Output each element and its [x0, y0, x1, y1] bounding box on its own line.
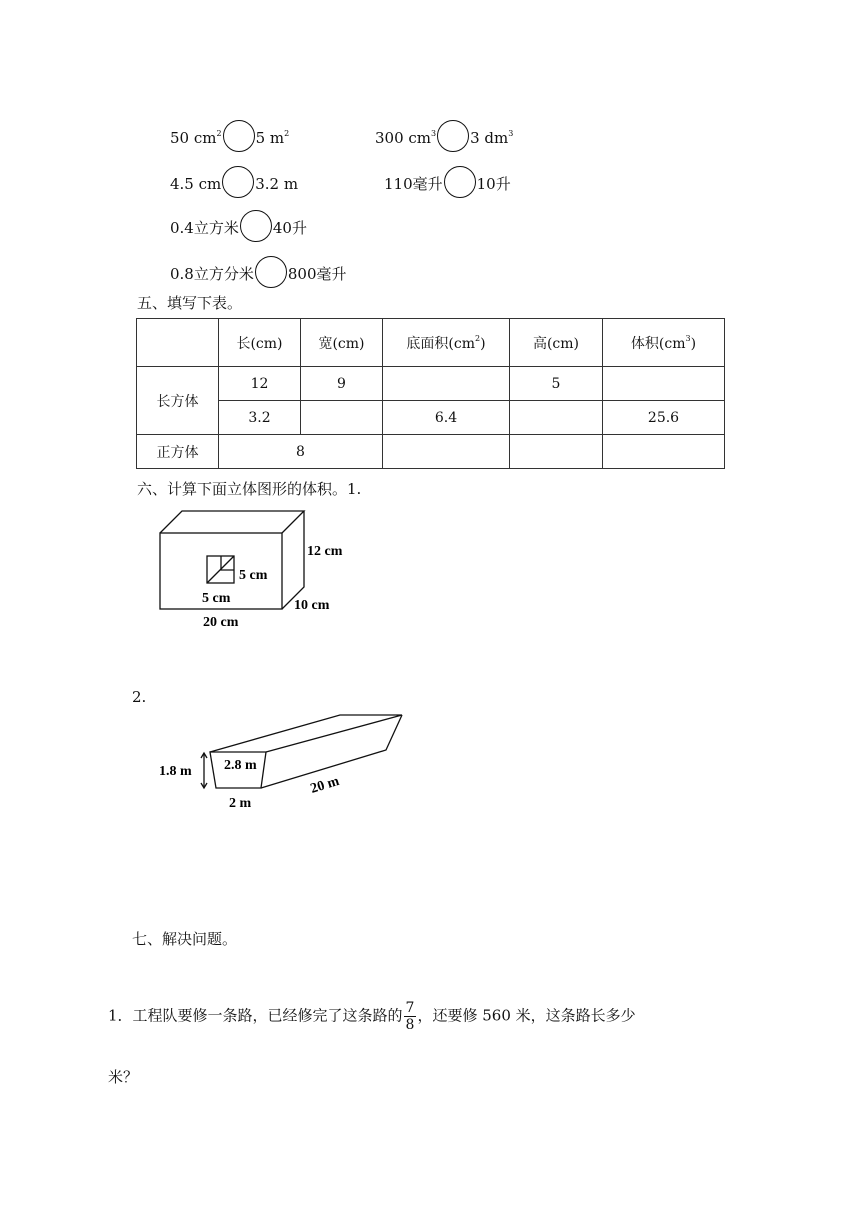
section6-title: 六、计算下面立体图形的体积。1.: [137, 480, 362, 498]
compare-left: 0.4立方米: [170, 219, 239, 237]
compare-row-1a: [170, 120, 289, 152]
cuboid-top-face: [160, 511, 304, 533]
compare-circle[interactable]: [444, 166, 476, 198]
compare-left: 50 cm: [170, 129, 217, 147]
label-top: 2.8 m: [224, 758, 257, 773]
compare-circle[interactable]: [223, 120, 255, 152]
unit-sup: 2: [284, 129, 290, 138]
table-cell-blank[interactable]: [301, 401, 383, 435]
label-length: 20 cm: [203, 615, 239, 630]
table-cell-blank[interactable]: [510, 435, 603, 469]
table-header: 宽(cm): [301, 319, 383, 367]
item2-label: 2.: [132, 688, 147, 706]
compare-left: 4.5 cm: [170, 175, 222, 193]
compare-row-1b: [375, 120, 513, 152]
label-bottom: 2 m: [229, 796, 252, 811]
table-cell: 6.4: [383, 401, 510, 435]
cuboid-side-face: [282, 511, 304, 609]
row-label-cube: 正方体: [137, 435, 219, 469]
cuboid-figure: [150, 505, 370, 635]
compare-right: 3 dm: [470, 129, 509, 147]
prism-top-face: [210, 715, 402, 752]
fill-table: [136, 318, 725, 469]
question-text: 1．工程队要修一条路，已经修完了这条路的: [108, 1006, 403, 1025]
table-header: 长(cm): [219, 319, 301, 367]
table-cell: 9: [301, 367, 383, 401]
label-depth: 10 cm: [294, 598, 330, 613]
table-header: 高(cm): [510, 319, 603, 367]
table-cell-blank[interactable]: [603, 367, 725, 401]
compare-left: 0.8立方分米: [170, 265, 254, 283]
compare-circle[interactable]: [222, 166, 254, 198]
unit-sup: 3: [685, 333, 691, 343]
compare-left: 110毫升: [384, 175, 443, 193]
unit-sup: 3: [508, 129, 514, 138]
question-text: ，还要修 560 米，这条路长多少: [417, 1006, 636, 1025]
table-cell-blank[interactable]: [383, 367, 510, 401]
table-header: 体积$(cm^3)$: [603, 319, 725, 367]
compare-circle[interactable]: [437, 120, 469, 152]
label-hole-side: 5 cm: [239, 568, 268, 583]
table-cell-blank[interactable]: [603, 435, 725, 469]
table-cell: 25.6: [603, 401, 725, 435]
table-cell: 12: [219, 367, 301, 401]
unit-sup: 3: [431, 129, 437, 138]
compare-row-2a: [170, 166, 298, 198]
table-header-text: 体积(cm: [630, 335, 686, 352]
table-cell: 5: [510, 367, 603, 401]
table-header-empty: [137, 319, 219, 367]
compare-right: 5 m: [255, 129, 285, 147]
section7-title: 七、解决问题。: [132, 930, 238, 948]
compare-right: 40升: [272, 219, 307, 237]
question-1-cont: 米？: [108, 1068, 139, 1086]
label-height: 1.8 m: [159, 764, 192, 779]
compare-row-2b: [384, 166, 511, 198]
fraction: [404, 1000, 417, 1033]
table-header-text: 底面积(cm: [406, 335, 475, 352]
compare-left: 300 cm: [375, 129, 432, 147]
compare-circle[interactable]: [240, 210, 272, 242]
compare-right: 10升: [476, 175, 511, 193]
compare-right: 800毫升: [287, 265, 347, 283]
fraction-denominator: 8: [405, 1017, 415, 1033]
label-height: 12 cm: [307, 544, 343, 559]
label-hole-bottom: 5 cm: [202, 591, 231, 606]
row-label-cuboid: 长方体: [137, 367, 219, 435]
compare-row-3: [170, 210, 307, 242]
prism-figure: [155, 705, 415, 815]
compare-row-4: [170, 256, 347, 288]
table-header: 底面积$(cm^2)$: [383, 319, 510, 367]
fraction-numerator: 7: [405, 1000, 415, 1016]
table-cell: 8: [219, 435, 383, 469]
unit-sup: 2: [216, 129, 222, 138]
label-length: 20 m: [308, 773, 342, 797]
question-1: [108, 1000, 636, 1033]
table-cell: 3.2: [219, 401, 301, 435]
unit-sup: 2: [475, 333, 481, 343]
compare-circle[interactable]: [255, 256, 287, 288]
table-cell-blank[interactable]: [510, 401, 603, 435]
table-cell-blank[interactable]: [383, 435, 510, 469]
section5-title: 五、填写下表。: [137, 294, 243, 312]
compare-right: 3.2 m: [255, 175, 299, 193]
